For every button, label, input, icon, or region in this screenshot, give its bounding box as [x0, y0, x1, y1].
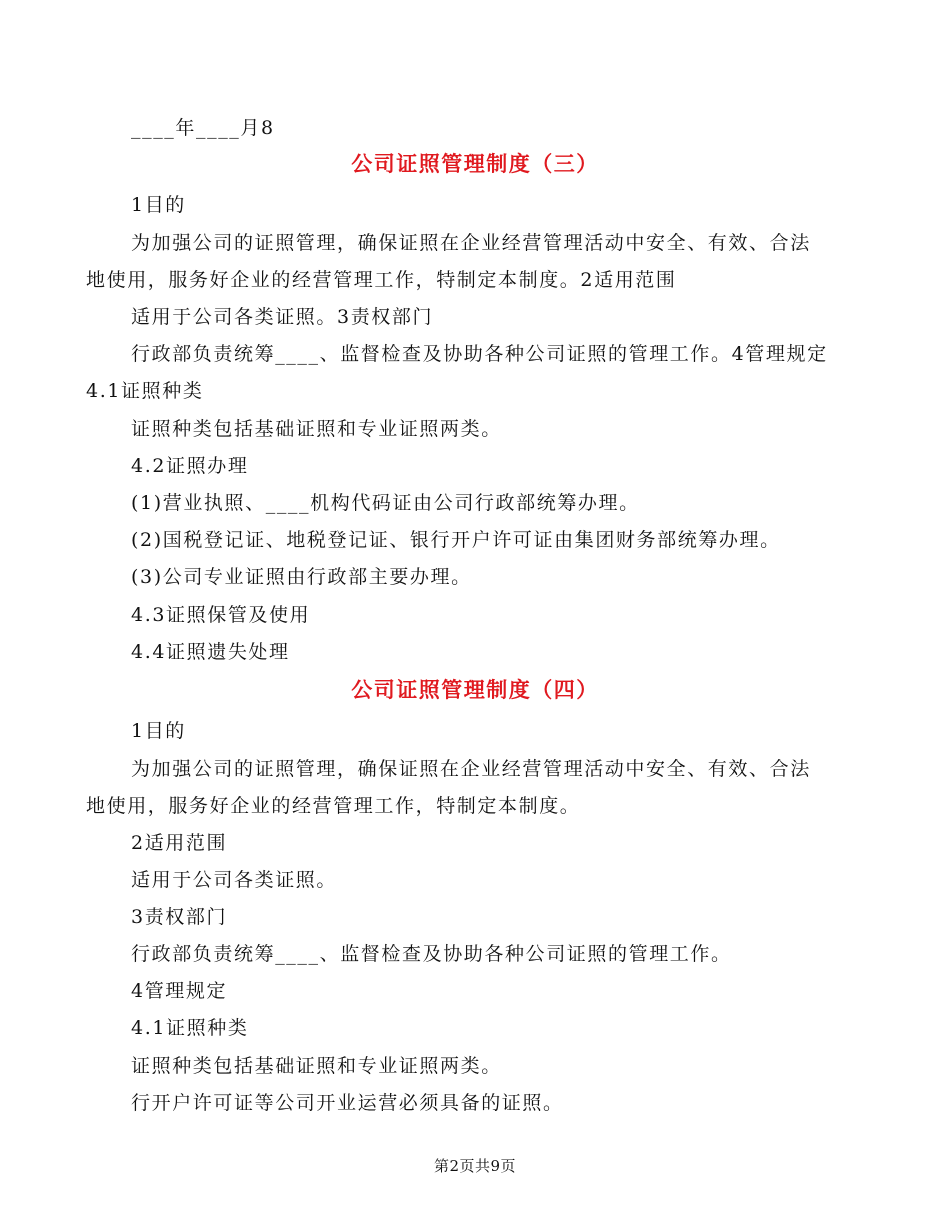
s3-scope-text: 适用于公司各类证照。3责权部门	[131, 306, 434, 328]
s4-license-text: 行开户许可证等公司开业运营必须具备的证照。	[131, 1092, 564, 1114]
s3-purpose-text-1: 为加强公司的证照管理，确保证照在企业经营管理活动中安全、有效、合法	[131, 232, 811, 254]
s3-heading-4-4: 4.4证照遗失处理	[131, 641, 290, 663]
s3-purpose-text-2: 地使用，服务好企业的经营管理工作，特制定本制度。2适用范围	[86, 269, 677, 291]
s4-types-text: 证照种类包括基础证照和专业证照两类。	[131, 1055, 502, 1077]
s3-heading-purpose: 1目的	[131, 194, 186, 216]
s4-heading-responsibility: 3责权部门	[131, 906, 228, 928]
s3-responsibility-text: 行政部负责统筹____、监督检查及协助各种公司证照的管理工作。4管理规定	[131, 343, 828, 365]
s4-responsibility-text: 行政部负责统筹____、监督检查及协助各种公司证照的管理工作。	[131, 943, 732, 965]
s3-item-3: (3)公司专业证照由行政部主要办理。	[131, 566, 472, 588]
s3-types-text: 证照种类包括基础证照和专业证照两类。	[131, 418, 502, 440]
page-number-label: 第2页共9页	[433, 1157, 517, 1175]
s3-heading-4-1: 4.1证照种类	[86, 380, 204, 402]
section-4-title	[0, 677, 950, 703]
s3-heading-4-2: 4.2证照办理	[131, 455, 249, 477]
s4-heading-4-1: 4.1证照种类	[131, 1017, 249, 1039]
section-3-title	[0, 151, 950, 177]
s4-scope-text: 适用于公司各类证照。	[131, 869, 338, 891]
s4-heading-rules: 4管理规定	[131, 980, 228, 1002]
s4-heading-scope: 2适用范围	[131, 832, 228, 854]
s3-item-1: (1)营业执照、____机构代码证由公司行政部统筹办理。	[131, 492, 640, 514]
section-3-title-text: 公司证照管理制度（三）	[351, 151, 599, 176]
section-4-title-text: 公司证照管理制度（四）	[351, 677, 599, 702]
page-footer	[0, 1157, 950, 1175]
s4-purpose-text-2: 地使用，服务好企业的经营管理工作，特制定本制度。	[86, 795, 581, 817]
s3-heading-4-3: 4.3证照保管及使用	[131, 604, 311, 626]
s3-item-2: (2)国税登记证、地税登记证、银行开户许可证由集团财务部统筹办理。	[131, 529, 781, 551]
s4-purpose-text-1: 为加强公司的证照管理，确保证照在企业经营管理活动中安全、有效、合法	[131, 758, 811, 780]
header-date: ____年____月8	[131, 117, 275, 139]
s4-heading-purpose: 1目的	[131, 720, 186, 742]
